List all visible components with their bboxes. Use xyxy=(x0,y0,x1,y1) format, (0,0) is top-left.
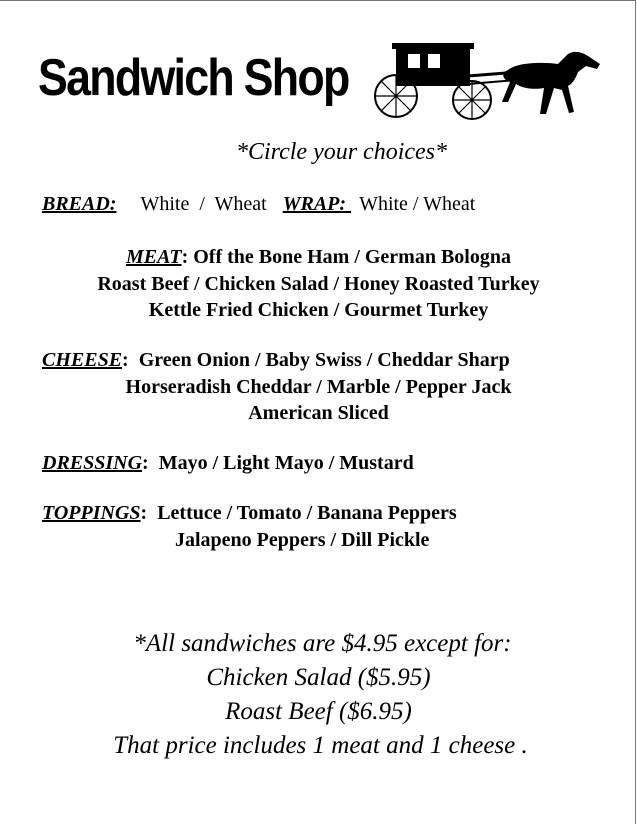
pricing-line-2: Chicken Salad ($5.95) xyxy=(206,664,431,691)
pricing-line-3: Roast Beef ($6.95) xyxy=(225,698,412,725)
cheese-line-2: Horseradish Cheddar / Marble / Pepper Jack xyxy=(125,376,512,398)
bread-label: BREAD: xyxy=(42,193,117,215)
dressing-options: : Mayo / Light Mayo / Mustard xyxy=(142,452,414,474)
dressing-row xyxy=(42,450,414,476)
horse-buggy-icon xyxy=(368,40,604,120)
meat-line-2: Roast Beef / Chicken Salad / Honey Roasted Turkey xyxy=(97,273,540,295)
pricing-line-1: *All sandwiches are $4.95 except for: xyxy=(133,630,512,657)
meat-label: MEAT xyxy=(125,246,182,268)
page-title: Sandwich Shop xyxy=(38,49,349,107)
cheese-options-1: : Green Onion / Baby Swiss / Cheddar Sharp xyxy=(122,349,510,371)
toppings-line-1 xyxy=(42,500,457,526)
meat-line-1 xyxy=(0,244,637,270)
toppings-label: TOPPINGS xyxy=(42,502,141,524)
cheese-line-3: American Sliced xyxy=(248,402,389,424)
toppings-line-2: Jalapeno Peppers / Dill Pickle xyxy=(175,529,430,551)
meat-line-3: Kettle Fried Chicken / Gourmet Turkey xyxy=(148,299,489,321)
wrap-label: WRAP: xyxy=(282,193,352,215)
bread-options: White / Wheat xyxy=(140,193,267,215)
cheese-label: CHEESE xyxy=(42,349,123,371)
pricing-line-4: That price includes 1 meat and 1 cheese . xyxy=(113,732,528,759)
toppings-options-1: : Lettuce / Tomato / Banana Peppers xyxy=(140,502,457,524)
wrap-options: White / Wheat xyxy=(359,193,476,215)
bread-row xyxy=(42,191,475,217)
dressing-label: DRESSING xyxy=(42,452,143,474)
meat-options-1: : Off the Bone Ham / German Bologna xyxy=(181,246,511,268)
cheese-line-1 xyxy=(42,347,510,373)
page-subtitle: *Circle your choices* xyxy=(235,139,448,165)
